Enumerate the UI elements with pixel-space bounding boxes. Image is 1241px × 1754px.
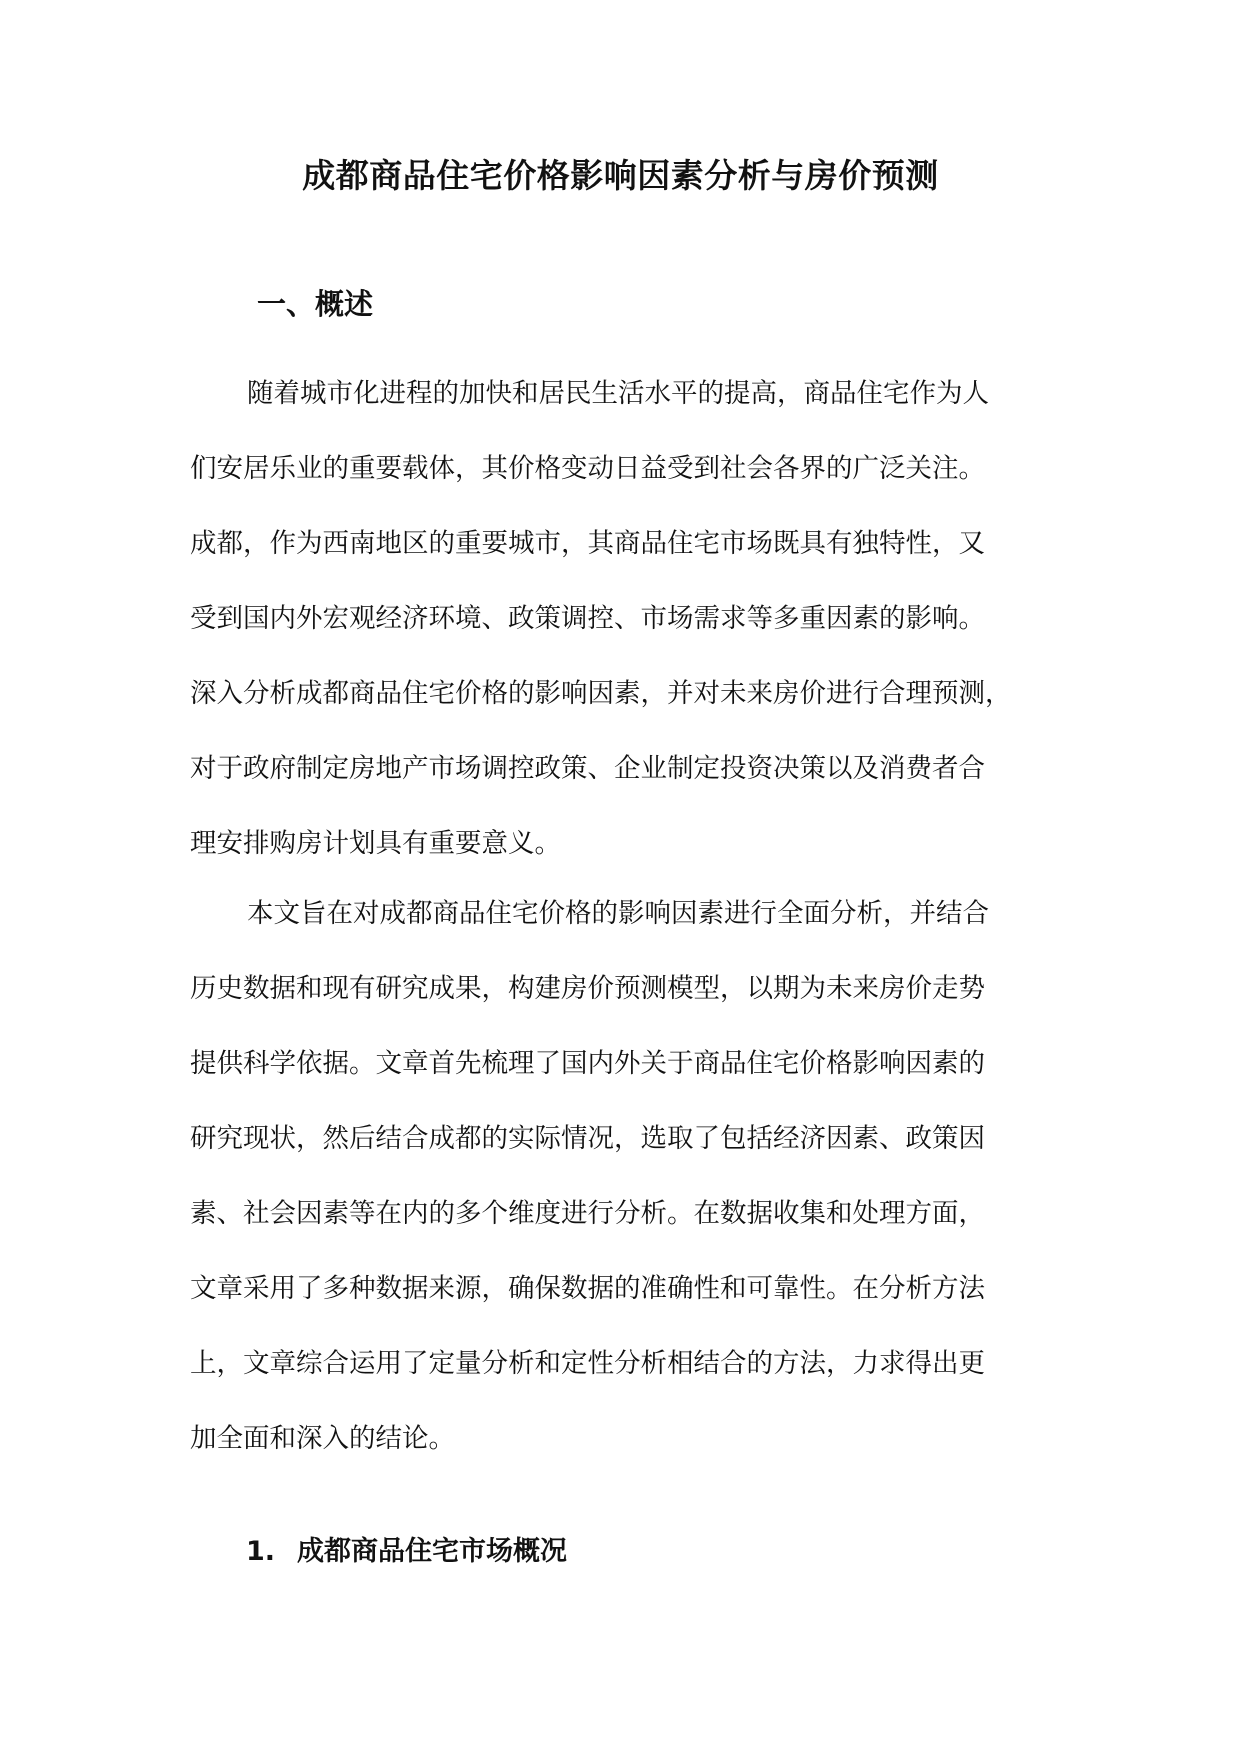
subheading-number: 1. bbox=[246, 1536, 276, 1567]
paragraph-line: 本文旨在对成都商品住宅价格的影响因素进行全面分析，并结合 bbox=[247, 898, 989, 929]
paragraph-line: 们安居乐业的重要载体，其价格变动日益受到社会各界的广泛关注。 bbox=[190, 453, 985, 484]
paragraph-line: 历史数据和现有研究成果，构建房价预测模型，以期为未来房价走势 bbox=[190, 973, 985, 1004]
paragraph-line: 受到国内外宏观经济环境、政策调控、市场需求等多重因素的影响。 bbox=[190, 603, 985, 634]
paragraph-purpose bbox=[190, 876, 1050, 1476]
subheading-text: 成都商品住宅市场概况 bbox=[297, 1536, 568, 1567]
paragraph-line: 素、社会因素等在内的多个维度进行分析。在数据收集和处理方面， bbox=[190, 1198, 985, 1229]
subheading-market-overview bbox=[246, 1532, 567, 1572]
paragraph-line: 上，文章综合运用了定量分析和定性分析相结合的方法，力求得出更 bbox=[190, 1348, 985, 1379]
paragraph-introduction bbox=[190, 356, 1050, 881]
section-heading-overview: 一、概述 bbox=[257, 287, 374, 321]
paragraph-line: 提供科学依据。文章首先梳理了国内外关于商品住宅价格影响因素的 bbox=[190, 1048, 985, 1079]
paragraph-line: 研究现状，然后结合成都的实际情况，选取了包括经济因素、政策因 bbox=[190, 1123, 985, 1154]
paragraph-line: 成都，作为西南地区的重要城市，其商品住宅市场既具有独特性，又 bbox=[190, 528, 985, 559]
paragraph-line: 理安排购房计划具有重要意义。 bbox=[190, 828, 561, 859]
paragraph-line: 对于政府制定房地产市场调控政策、企业制定投资决策以及消费者合 bbox=[190, 753, 985, 784]
document-title: 成都商品住宅价格影响因素分析与房价预测 bbox=[302, 156, 939, 195]
paragraph-line: 随着城市化进程的加快和居民生活水平的提高，商品住宅作为人 bbox=[247, 378, 989, 409]
paragraph-line: 加全面和深入的结论。 bbox=[190, 1423, 455, 1454]
paragraph-line: 深入分析成都商品住宅价格的影响因素，并对未来房价进行合理预测， bbox=[190, 678, 1012, 709]
paragraph-line: 文章采用了多种数据来源，确保数据的准确性和可靠性。在分析方法 bbox=[190, 1273, 985, 1304]
